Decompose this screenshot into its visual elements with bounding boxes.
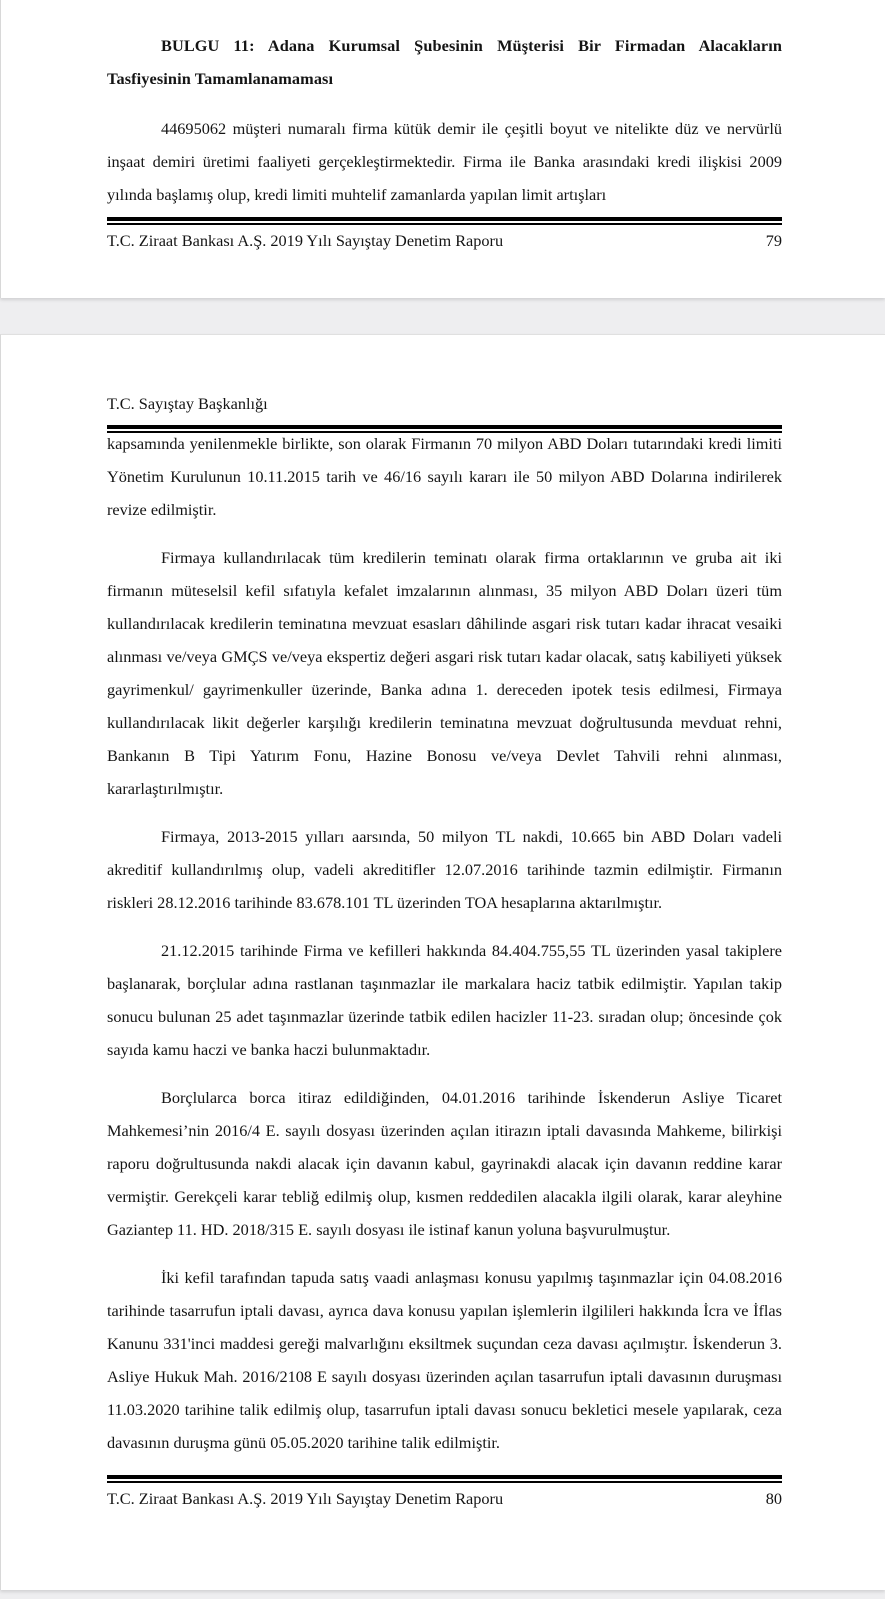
rule-thin-line <box>107 223 782 225</box>
paragraph: 44695062 müşteri numaralı firma kütük demir ile çeşitli boyut ve nitelikte düz ve nervürlü inşaat demiri üretimi faaliyeti gerçekleştirmektedir. Firma ile Banka arasındaki kredi ilişkisi 2009 yılında başlamış olup, kredi limiti muhtelif zamanlarda yapılan limit artışları <box>107 119 782 204</box>
page-body <box>107 29 782 211</box>
rule-thin-line <box>107 1481 782 1483</box>
finding-heading: BULGU 11: Adana Kurumsal Şubesinin Müşterisi Bir Firmadan Alacakların Tasfiyesinin Tamamlanamaması <box>107 36 782 88</box>
page-79 <box>0 0 885 298</box>
page-number: 80 <box>765 1489 782 1508</box>
page-footer <box>107 1489 782 1509</box>
rule-thick-line <box>107 217 782 221</box>
page-header: T.C. Sayıştay Başkanlığı <box>107 394 268 413</box>
footer-title: T.C. Ziraat Bankası A.Ş. 2019 Yılı Sayıştay Denetim Raporu <box>107 231 504 250</box>
paragraph: Firmaya, 2013-2015 yılları aarsında, 50 milyon TL nakdi, 10.665 bin ABD Doları vadeli akreditif kullandırılmış olup, vadeli akreditifler 12.07.2016 tarihinde tazmin edilmiştir. Firmanın riskleri 28.12.2016 tarihinde 83.678.101 TL üzerinden TOA hesaplarına aktarılmıştır. <box>107 827 782 912</box>
footer-rule <box>107 217 782 225</box>
page-body <box>107 427 782 1474</box>
paragraph: Firmaya kullandırılacak tüm kredilerin teminatı olarak firma ortaklarının ve gruba ait iki firmanın müteselsil kefil sıfatıyla kefalet imzalarının alınması, 35 milyon ABD Doları üzeri tüm kullandırılacak kredilerin teminatına mevzuat esasları dâhilinde asgari risk tutarı kadar ihracat vesaiki alınması ve/veya GMÇS ve/veya ekspertiz değeri asgari risk tutarı kadar olacak, satış kabiliyeti yüksek gayrimenkul/ gayrimenkuller üzerinde, Banka adına 1. dereceden ipotek tesis edilmesi, Firmaya kullandırılacak likit değerler karşılığı kredilerin teminatına mevzuat doğrultusunda mevduat rehni, Bankanın B Tipi Yatırım Fonu, Hazine Bonosu ve/veya Devlet Tahvili rehni alınması, kararlaştırılmıştır. <box>107 548 782 798</box>
page-footer <box>107 231 782 251</box>
page-number: 79 <box>765 231 782 250</box>
paragraph: 21.12.2015 tarihinde Firma ve kefilleri hakkında 84.404.755,55 TL üzerinden yasal takiplere başlanarak, borçlular adına rastlanan taşınmazlar ile markalara haciz tatbik edilmiştir. Yapılan takip sonucu bulunan 25 adet taşınmazlar üzerinde tatbik edilen hacizler 11-23. sıradan olup; öncesinde çok sayıda kamu haczi ve banka haczi bulunmaktadır. <box>107 941 782 1059</box>
continuation-paragraph: kapsamında yenilenmekle birlikte, son olarak Firmanın 70 milyon ABD Doları tutarındaki kredi limiti Yönetim Kurulunun 10.11.2015 tarih ve 46/16 sayılı kararı ile 50 milyon ABD Dolarına indirilerek revize edilmiştir. <box>107 434 782 519</box>
footer-rule <box>107 1475 782 1483</box>
footer-title: T.C. Ziraat Bankası A.Ş. 2019 Yılı Sayıştay Denetim Raporu <box>107 1489 504 1508</box>
rule-thick-line <box>107 1475 782 1479</box>
page-80 <box>0 334 885 1590</box>
paragraph: Borçlularca borca itiraz edildiğinden, 04.01.2016 tarihinde İskenderun Asliye Ticaret Mahkemesi’nin 2016/4 E. sayılı dosyası üzerinden açılan itirazın iptali davasında Mahkeme, bilirkişi raporu doğrultusunda nakdi alacak için davanın kabul, gayrinakdi alacak için davanın reddine karar vermiştir. Gerekçeli karar tebliğ edilmiş olup, kısmen reddedilen alacakla ilgili olarak, karar aleyhine Gaziantep 11. HD. 2018/315 E. sayılı dosyası ile istinaf kanun yoluna başvurulmuştur. <box>107 1088 782 1239</box>
paragraph: İki kefil tarafından tapuda satış vaadi anlaşması konusu yapılmış taşınmazlar için 04.08.2016 tarihinde tasarrufun iptali davası, ayrıca dava konusu yapılan işlemlerin ilgilileri hakkında İcra ve İflas Kanunu 331'inci maddesi gereği malvarlığını eksiltmek suçundan ceza davası açılmıştır. İskenderun 3. Asliye Hukuk Mah. 2016/2108 E sayılı dosyası üzerinden açılan tasarrufun iptali davasının duruşması 11.03.2020 tarihine talik edilmiş olup, tasarrufun iptali davası sonucu bekletici mesele yapılarak, ceza davasının duruşma günü 05.05.2020 tarihine talik edilmiştir. <box>107 1268 782 1452</box>
